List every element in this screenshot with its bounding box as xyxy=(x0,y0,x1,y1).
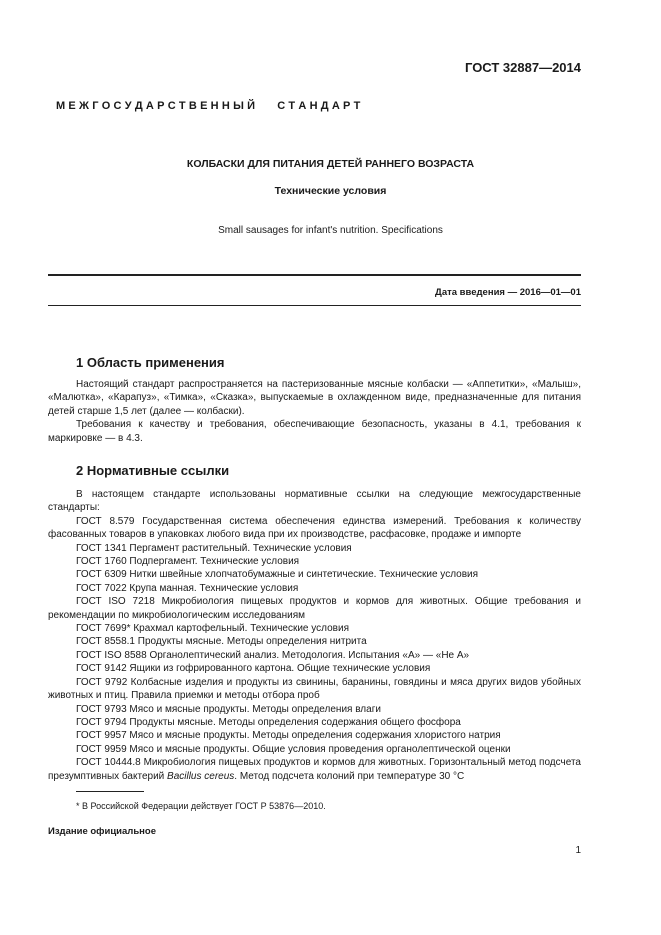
divider-thin xyxy=(48,305,581,306)
reference-item: ГОСТ 9142 Ящики из гофрированного картона. Общие технические условия xyxy=(76,663,431,675)
section-2-body xyxy=(48,488,581,783)
section-1-title: 1 Область применения xyxy=(76,355,225,370)
document-subtitle: Технические условия xyxy=(274,185,387,197)
gost-number: ГОСТ 32887—2014 xyxy=(465,60,581,75)
reference-item: ГОСТ ISO 7218 Микробиология пищевых продуктов и кормов для животных. Общие требования и рекомендации по микробиологическим исследованиям xyxy=(48,596,581,621)
introduction-date: Дата введения — 2016—01—01 xyxy=(435,287,581,298)
footnote: * В Российской Федерации действует ГОСТ Р 53876—2010. xyxy=(76,801,326,811)
divider-thick xyxy=(48,274,581,276)
reference-item: ГОСТ 8558.1 Продукты мясные. Методы определения нитрита xyxy=(76,636,367,648)
reference-item: ГОСТ 7022 Крупа манная. Технические условия xyxy=(76,582,299,594)
standard-type-heading: М Е Ж Г О С У Д А Р С Т В Е Н Н Ы Й С Т А Н Д А Р Т xyxy=(56,100,361,112)
document-title: КОЛБАСКИ ДЛЯ ПИТАНИЯ ДЕТЕЙ РАННЕГО ВОЗРАСТА xyxy=(186,158,475,170)
reference-item: ГОСТ 9793 Мясо и мясные продукты. Методы определения влаги xyxy=(76,703,381,715)
page-number: 1 xyxy=(575,845,581,856)
reference-item: ГОСТ 1341 Пергамент растительный. Технические условия xyxy=(76,542,352,554)
reference-item xyxy=(48,756,581,783)
reference-item: ГОСТ 6309 Нитки швейные хлопчатобумажные и синтетические. Технические условия xyxy=(76,569,479,581)
reference-item: ГОСТ 8.579 Государственная система обеспечения единства измерений. Требования к количеству фасованных товаров в упаковках любого вида при их производстве, расфасовке, продаже и импорте xyxy=(48,515,581,541)
reference-item: ГОСТ 9792 Колбасные изделия и продукты из свинины, баранины, говядины и мяса других видов убойных животных и птиц. Правила приемки и методы отбора проб xyxy=(48,676,581,702)
reference-item: ГОСТ 9957 Мясо и мясные продукты. Методы определения содержания хлористого натрия xyxy=(76,730,501,742)
english-title: Small sausages for infant's nutrition. Specifications xyxy=(218,225,443,236)
edition-label: Издание официальное xyxy=(48,826,156,837)
reference-item: ГОСТ ISO 8588 Органолептический анализ. Методология. Испытания «А» — «Не А» xyxy=(76,649,470,661)
section-2-title: 2 Нормативные ссылки xyxy=(76,463,230,478)
reference-text: ГОСТ 10444.8 Микробиология пищевых продуктов и кормов для животных. Горизонтальный метод подсчета презумптивных бактерий xyxy=(48,757,581,782)
section-1-body xyxy=(48,378,581,445)
reference-item: ГОСТ 1760 Подпергамент. Технические условия xyxy=(76,556,300,568)
footnote-divider xyxy=(76,791,144,792)
section-1-paragraph: Настоящий стандарт распространяется на пастеризованные мясные колбаски — «Аппетитки», «Малыш», «Малютка», «Карапуз», «Тимка», «Сказка», выпускаемые в охлажденном виде, предназначенные для питания детей старше 1,5 лет (далее — колбаски). xyxy=(48,379,581,417)
section-1-paragraph: Требования к качеству и требования, обеспечивающие безопасность, указаны в 4.1, требования к маркировке — в 4.3. xyxy=(48,419,581,444)
reference-item: ГОСТ 9959 Мясо и мясные продукты. Общие условия проведения органолептической оценки xyxy=(76,743,511,755)
section-2-intro: В настоящем стандарте использованы нормативные ссылки на следующие межгосударственные стандарты: xyxy=(48,489,581,514)
reference-item: ГОСТ 9794 Продукты мясные. Методы определения содержания общего фосфора xyxy=(76,716,461,728)
reference-item: ГОСТ 7699* Крахмал картофельный. Технические условия xyxy=(76,623,349,635)
reference-text: . Метод подсчета колоний при температуре 30 °С xyxy=(234,770,465,782)
bacteria-name: Bacillus cereus xyxy=(167,770,235,782)
